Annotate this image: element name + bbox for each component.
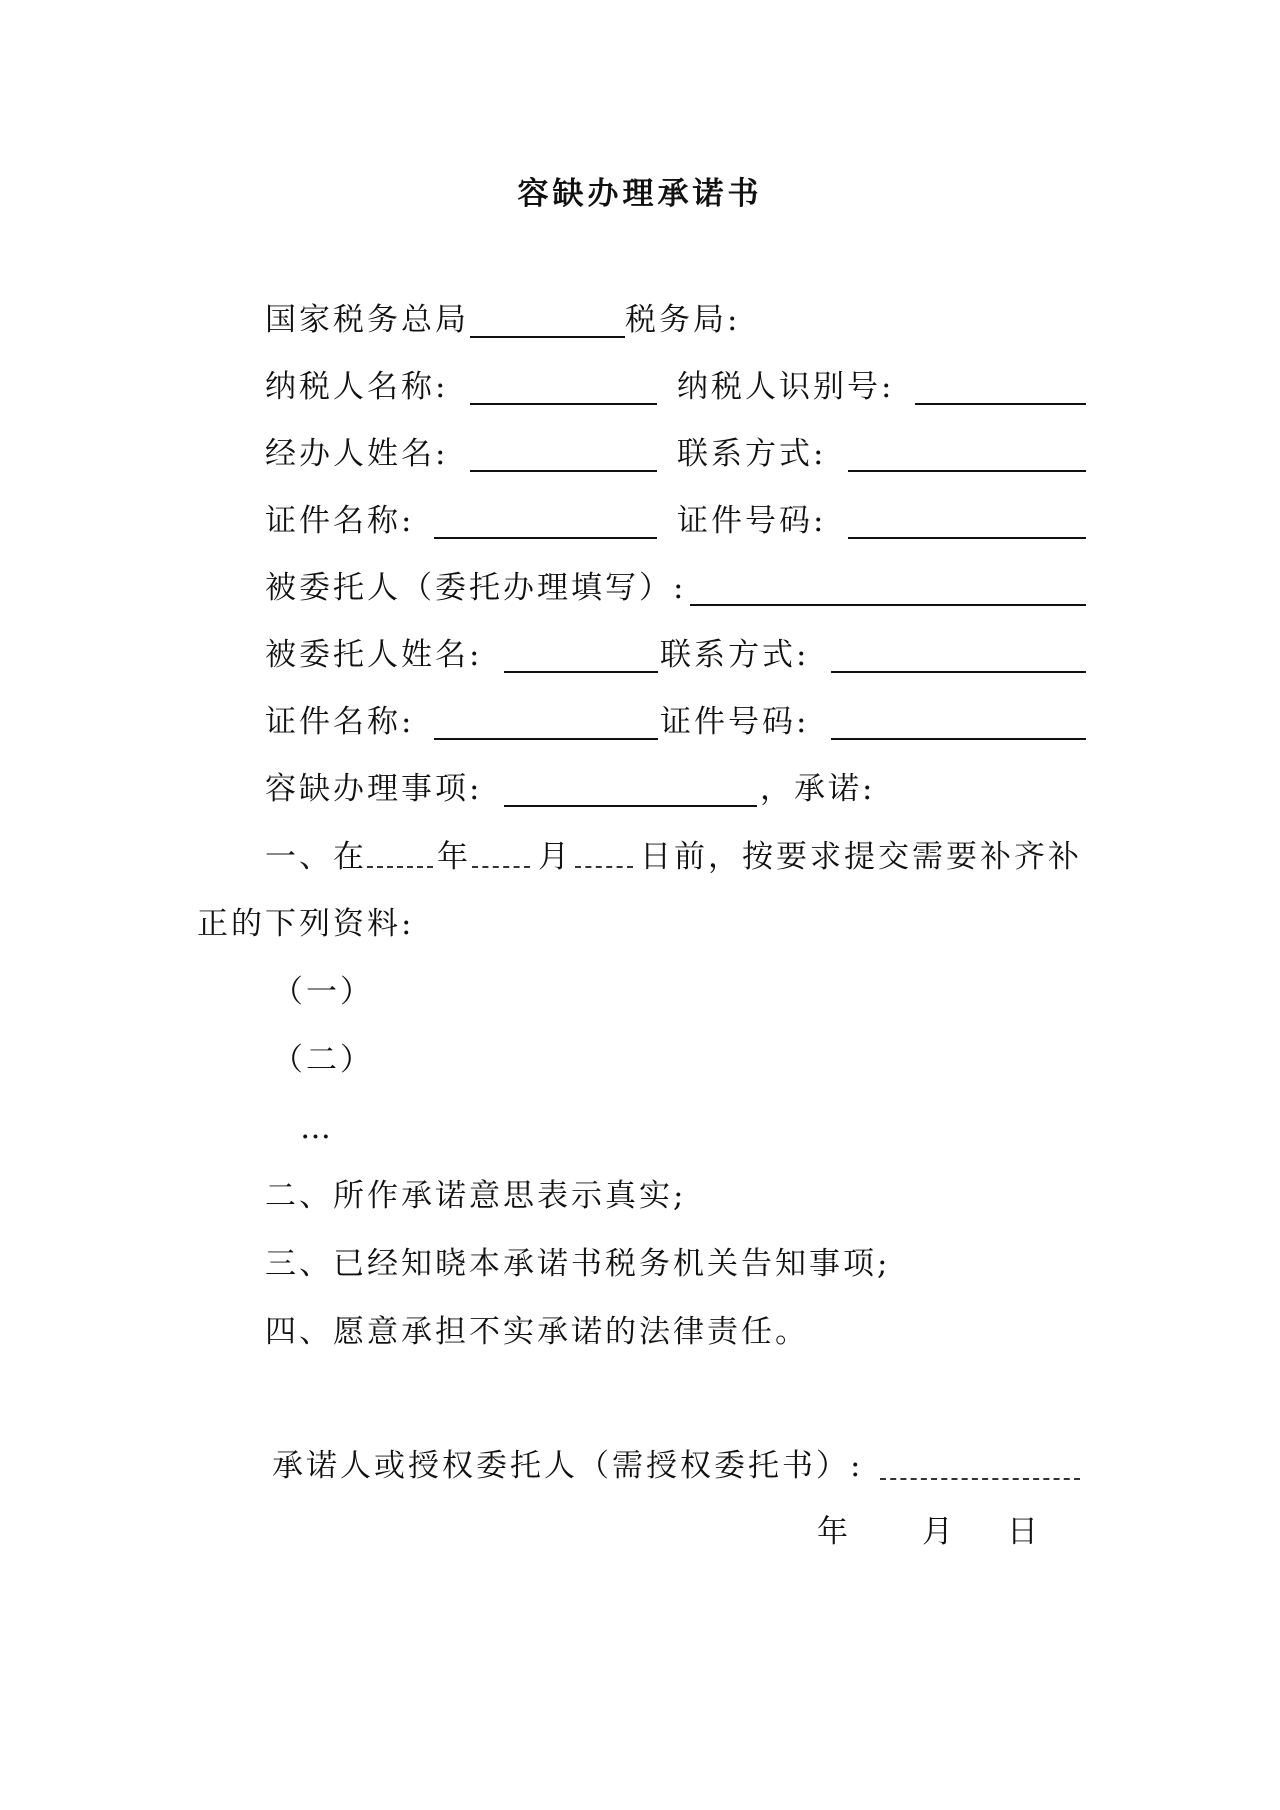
cert-name-blank-1[interactable] [434, 537, 657, 539]
taxpayer-name-blank[interactable] [470, 403, 657, 405]
cert-no-blank-2[interactable] [831, 738, 1086, 740]
cert-name-blank-2[interactable] [434, 738, 658, 740]
sign-month: 月 [922, 1514, 956, 1550]
trustee-label: 被委托人（委托办理填写）: [265, 570, 687, 606]
sub-item-2: （二） [272, 1042, 374, 1078]
cert-no-label-2: 证件号码: [660, 704, 810, 740]
clause-4: 四、愿意承担不实承诺的法律责任。 [265, 1314, 809, 1350]
clause-1-year: 年 [437, 839, 471, 875]
clause-1-prefix: 一、在 [265, 839, 367, 875]
signature-label: 承诺人或授权委托人（需授权委托书）: [272, 1448, 864, 1484]
clause-2: 二、所作承诺意思表示真实; [265, 1178, 687, 1214]
cert-name-label-2: 证件名称: [265, 704, 415, 740]
clause-1-rest: 日前，按要求提交需要补齐补 [640, 839, 1082, 875]
cert-no-label-1: 证件号码: [677, 503, 827, 539]
contact-blank-2[interactable] [831, 671, 1086, 673]
trustee-blank[interactable] [690, 604, 1086, 606]
cert-no-blank-1[interactable] [848, 537, 1086, 539]
clause-1-month-blank[interactable] [472, 866, 530, 868]
clause-1-year-blank[interactable] [367, 866, 433, 868]
bureau-prefix: 国家税务总局 [265, 302, 469, 338]
item-label: 容缺办理事项: [265, 771, 483, 807]
item-blank[interactable] [504, 805, 757, 807]
bureau-blank[interactable] [470, 336, 625, 338]
contact-label-1: 联系方式: [677, 436, 827, 472]
clause-1-month: 月 [538, 839, 572, 875]
contact-blank-1[interactable] [848, 470, 1086, 472]
taxpayer-id-blank[interactable] [915, 403, 1086, 405]
clause-1-continued: 正的下列资料: [197, 906, 415, 942]
sub-item-1: （一） [272, 974, 374, 1010]
handler-name-blank[interactable] [470, 470, 657, 472]
sign-day: 日 [1007, 1514, 1041, 1550]
document-title: 容缺办理承诺书 [517, 176, 763, 212]
item-suffix: ，承诺: [760, 771, 876, 807]
signature-blank[interactable] [880, 1478, 1080, 1480]
bureau-suffix: 税务局: [625, 302, 741, 338]
trustee-name-blank[interactable] [504, 671, 658, 673]
handler-name-label: 经办人姓名: [265, 436, 449, 472]
cert-name-label-1: 证件名称: [265, 503, 415, 539]
taxpayer-id-label: 纳税人识别号: [677, 369, 895, 405]
clause-3: 三、已经知晓本承诺书税务机关告知事项; [265, 1246, 891, 1282]
contact-label-2: 联系方式: [660, 637, 810, 673]
taxpayer-name-label: 纳税人名称: [265, 369, 449, 405]
clause-1-day-blank[interactable] [575, 866, 633, 868]
ellipsis: … [300, 1110, 334, 1146]
trustee-name-label: 被委托人姓名: [265, 637, 483, 673]
sign-year: 年 [817, 1514, 851, 1550]
